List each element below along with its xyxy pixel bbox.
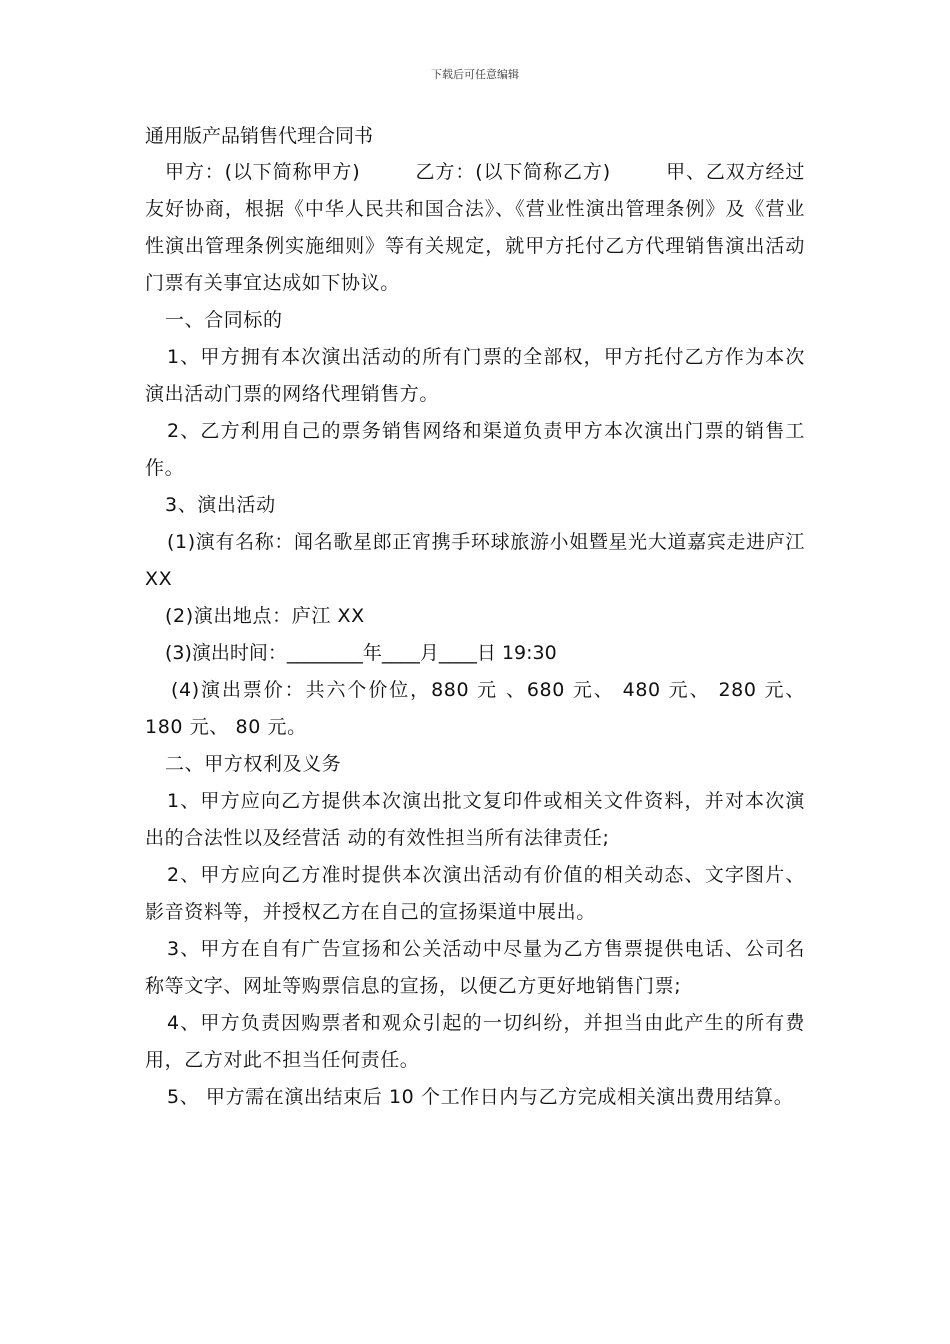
section2-item3: 3、甲方在自有广告宣扬和公关活动中尽量为乙方售票提供电话、公司名称等文字、网址等购票信息的宣扬，以便乙方更好地销售门票; — [145, 938, 805, 997]
section1-heading: 一、合同标的 — [165, 309, 283, 331]
section2-heading: 二、甲方权利及义务 — [165, 753, 342, 775]
section1-item1: 1、甲方拥有本次演出活动的所有门票的全部权，甲方托付乙方作为本次演出活动门票的网络代理销售方。 — [145, 346, 805, 405]
performance-time: (3)演出时间：________年____月____日 19:30 — [165, 642, 557, 664]
ticket-prices: (4)演出票价：共六个价位，880 元 、680 元、 480 元、 280 元、180 元、 80 元。 — [145, 679, 805, 738]
intro-paragraph: 甲方：(以下简称甲方) 乙方：(以下简称乙方) 甲、乙双方经过友好协商，根据《中华人民共和国合法》、《营业性演出管理条例》及《营业性演出管理条例实施细则》等有关规定，就甲方托付乙方代理销售演出活动门票有关事宜达成如下协议。 — [145, 161, 805, 294]
document-title: 通用版产品销售代理合同书 — [145, 125, 374, 147]
section2-item1: 1、甲方应向乙方提供本次演出批文复印件或相关文件资料，并对本次演出的合法性以及经营活 动的有效性担当所有法律责任; — [145, 790, 805, 849]
page-header: 下载后可任意编辑 — [431, 68, 519, 81]
performance-name: (1)演有名称：闻名歌星郎正宵携手环球旅游小姐暨星光大道嘉宾走进庐江 XX — [145, 531, 805, 590]
section2-item2: 2、甲方应向乙方准时提供本次演出活动有价值的相关动态、文字图片、影音资料等，并授权乙方在自己的宣扬渠道中展出。 — [145, 864, 805, 923]
performance-venue: (2)演出地点：庐江 XX — [165, 605, 365, 627]
section2-item4: 4、甲方负责因购票者和观众引起的一切纠纷，并担当由此产生的所有费用，乙方对此不担当任何责任。 — [145, 1012, 805, 1071]
section1-item2: 2、乙方利用自己的票务销售网络和渠道负责甲方本次演出门票的销售工作。 — [145, 420, 805, 479]
section1-item3: 3、演出活动 — [165, 494, 276, 516]
document-body — [145, 118, 805, 1116]
section2-item5: 5、 甲方需在演出结束后 10 个工作日内与乙方完成相关演出费用结算。 — [167, 1086, 794, 1108]
